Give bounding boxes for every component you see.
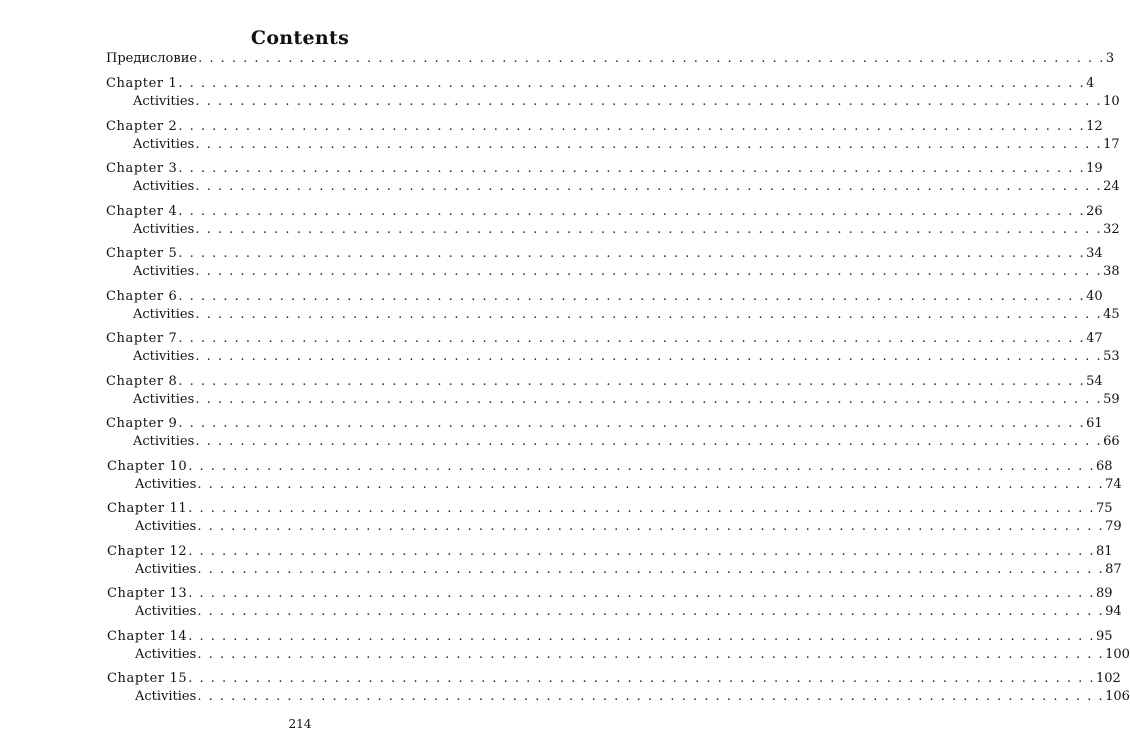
- dot-leader: . . . . . . . . . . . . . . . . . . . . . . . . . . . . . . . . . . . . . . . . . . . . . . . . . . . . . . . . . . . . . . . . . . . . . . . . . . . . . . . . .: [188, 586, 1096, 601]
- toc-entry-page: 74: [1105, 476, 1122, 492]
- toc-entry-activities-6[interactable]: [133, 306, 1120, 323]
- toc-entry-label: Activities: [133, 179, 195, 194]
- toc-entry-activities-7[interactable]: [133, 349, 1120, 365]
- toc-entry-page: 54: [1086, 373, 1103, 389]
- toc-entry-label: Chapter 12: [107, 543, 188, 559]
- toc-entry-page: 3: [1105, 51, 1115, 66]
- toc-entry-page: 100: [1105, 646, 1130, 662]
- toc-entry-page: 61: [1086, 416, 1103, 431]
- dot-leader: . . . . . . . . . . . . . . . . . . . . . . . . . . . . . . . . . . . . . . . . . . . . . . . . . . . . . . . . . . . . . . . . . . . . . . . . . . . . . . . . .: [195, 306, 1103, 322]
- toc-entry-label: Activities: [135, 476, 197, 492]
- dot-leader: . . . . . . . . . . . . . . . . . . . . . . . . . . . . . . . . . . . . . . . . . . . . . . . . . . . . . . . . . . . . . . . . . . . . . . . . . . . . . . . . .: [178, 331, 1086, 346]
- toc-entry-page: 79: [1105, 519, 1122, 534]
- toc-entry-chapter-5[interactable]: [106, 246, 1103, 262]
- toc-entry-label: Activities: [135, 604, 197, 619]
- dot-leader: . . . . . . . . . . . . . . . . . . . . . . . . . . . . . . . . . . . . . . . . . . . . . . . . . . . . . . . . . . . . . . . . . . . . . . . . . . . . . . . . .: [198, 51, 1105, 66]
- toc-entry-label: Chapter 9: [106, 416, 178, 431]
- toc-entry-page: 106: [1105, 689, 1130, 704]
- toc-entry-activities-8[interactable]: [133, 391, 1120, 408]
- toc-entry-activities-2[interactable]: [133, 136, 1120, 153]
- toc-entry-label: Activities: [133, 306, 195, 322]
- dot-leader: . . . . . . . . . . . . . . . . . . . . . . . . . . . . . . . . . . . . . . . . . . . . . . . . . . . . . . . . . . . . . . . . . . . . . . . . . . . . . . . . .: [178, 203, 1086, 219]
- dot-leader: . . . . . . . . . . . . . . . . . . . . . . . . . . . . . . . . . . . . . . . . . . . . . . . . . . . . . . . . . . . . . . . . . . . . . . . . . . . . . . . . .: [178, 288, 1086, 304]
- toc-entry-page: 81: [1096, 543, 1113, 559]
- dot-leader: . . . . . . . . . . . . . . . . . . . . . . . . . . . . . . . . . . . . . . . . . . . . . . . . . . . . . . . . . . . . . . . . . . . . . . . . . . . . . . . . .: [195, 391, 1103, 407]
- dot-leader: . . . . . . . . . . . . . . . . . . . . . . . . . . . . . . . . . . . . . . . . . . . . . . . . . . . . . . . . . . . . . . . . . . . . . . . . . . . . . . . . .: [178, 118, 1086, 134]
- toc-entry-activities-12[interactable]: [135, 561, 1122, 578]
- dot-leader: . . . . . . . . . . . . . . . . . . . . . . . . . . . . . . . . . . . . . . . . . . . . . . . . . . . . . . . . . . . . . . . . . . . . . . . . . . . . . . . . .: [197, 561, 1105, 577]
- toc-entry-activities-11[interactable]: [135, 519, 1122, 535]
- toc-entry-page: 87: [1105, 561, 1122, 577]
- toc-entry-chapter-10[interactable]: [107, 458, 1113, 475]
- dot-leader: . . . . . . . . . . . . . . . . . . . . . . . . . . . . . . . . . . . . . . . . . . . . . . . . . . . . . . . . . . . . . . . . . . . . . . . . . . . . . . . . .: [195, 136, 1103, 152]
- dot-leader: . . . . . . . . . . . . . . . . . . . . . . . . . . . . . . . . . . . . . . . . . . . . . . . . . . . . . . . . . . . . . . . . . . . . . . . . . . . . . . . . .: [178, 76, 1086, 91]
- toc-entry-page: 95: [1096, 628, 1113, 644]
- toc-entry-label: Activities: [135, 689, 197, 704]
- dot-leader: . . . . . . . . . . . . . . . . . . . . . . . . . . . . . . . . . . . . . . . . . . . . . . . . . . . . . . . . . . . . . . . . . . . . . . . . . . . . . . . . .: [197, 604, 1105, 619]
- toc-entry-chapter-6[interactable]: [106, 288, 1103, 305]
- toc-entry-chapter-3[interactable]: [106, 161, 1103, 177]
- toc-entry-label: Activities: [133, 136, 195, 152]
- toc-entry-chapter-13[interactable]: [107, 586, 1113, 602]
- toc-entry-label: Chapter 10: [107, 458, 188, 474]
- toc-entry-page: 53: [1103, 349, 1120, 364]
- toc-entry-label: Activities: [133, 94, 195, 109]
- toc-entry-page: 17: [1103, 136, 1120, 152]
- toc-entry-label: Activities: [135, 561, 197, 577]
- toc-entry-label: Activities: [135, 519, 197, 534]
- dot-leader: . . . . . . . . . . . . . . . . . . . . . . . . . . . . . . . . . . . . . . . . . . . . . . . . . . . . . . . . . . . . . . . . . . . . . . . . . . . . . . . . .: [178, 161, 1086, 176]
- toc-entry-page: 45: [1103, 306, 1120, 322]
- toc-entry-label: Chapter 11: [107, 501, 188, 516]
- toc-entry-label: Chapter 13: [107, 586, 188, 601]
- toc-entry-page: 66: [1103, 434, 1120, 449]
- toc-entry-label: Chapter 8: [106, 373, 178, 389]
- toc-entry-label: Chapter 14: [107, 628, 188, 644]
- toc-entry-activities-10[interactable]: [135, 476, 1122, 493]
- dot-leader: . . . . . . . . . . . . . . . . . . . . . . . . . . . . . . . . . . . . . . . . . . . . . . . . . . . . . . . . . . . . . . . . . . . . . . . . . . . . . . . . .: [188, 543, 1096, 559]
- dot-leader: . . . . . . . . . . . . . . . . . . . . . . . . . . . . . . . . . . . . . . . . . . . . . . . . . . . . . . . . . . . . . . . . . . . . . . . . . . . . . . . . .: [195, 349, 1103, 364]
- page-title: Contents: [250, 27, 350, 49]
- toc-entry-page: 59: [1103, 391, 1120, 407]
- dot-leader: . . . . . . . . . . . . . . . . . . . . . . . . . . . . . . . . . . . . . . . . . . . . . . . . . . . . . . . . . . . . . . . . . . . . . . . . . . . . . . . . .: [178, 373, 1086, 389]
- toc-entry-activities-15[interactable]: [135, 689, 1130, 705]
- toc-entry-activities-14[interactable]: [135, 646, 1130, 663]
- toc-entry-page: 38: [1103, 264, 1120, 279]
- toc-entry-page: 68: [1096, 458, 1113, 474]
- dot-leader: . . . . . . . . . . . . . . . . . . . . . . . . . . . . . . . . . . . . . . . . . . . . . . . . . . . . . . . . . . . . . . . . . . . . . . . . . . . . . . . . .: [197, 476, 1105, 492]
- toc-entry-chapter-11[interactable]: [107, 501, 1113, 517]
- toc-entry-page: 10: [1103, 94, 1120, 109]
- toc-entry-label: Chapter 7: [106, 331, 178, 346]
- toc-entry-label: Chapter 3: [106, 161, 178, 176]
- dot-leader: . . . . . . . . . . . . . . . . . . . . . . . . . . . . . . . . . . . . . . . . . . . . . . . . . . . . . . . . . . . . . . . . . . . . . . . . . . . . . . . . .: [188, 628, 1096, 644]
- toc-entry-chapter-2[interactable]: [106, 118, 1103, 135]
- toc-entry-page: 4: [1086, 76, 1095, 91]
- toc-entry-label: Chapter 4: [106, 203, 178, 219]
- page-number: 214: [288, 717, 312, 731]
- toc-entry-activities-3[interactable]: [133, 179, 1120, 195]
- toc-entry-page: 32: [1103, 221, 1120, 237]
- toc-entry-chapter-7[interactable]: [106, 331, 1103, 347]
- dot-leader: . . . . . . . . . . . . . . . . . . . . . . . . . . . . . . . . . . . . . . . . . . . . . . . . . . . . . . . . . . . . . . . . . . . . . . . . . . . . . . . . .: [197, 519, 1105, 534]
- dot-leader: . . . . . . . . . . . . . . . . . . . . . . . . . . . . . . . . . . . . . . . . . . . . . . . . . . . . . . . . . . . . . . . . . . . . . . . . . . . . . . . . .: [188, 501, 1096, 516]
- dot-leader: . . . . . . . . . . . . . . . . . . . . . . . . . . . . . . . . . . . . . . . . . . . . . . . . . . . . . . . . . . . . . . . . . . . . . . . . . . . . . . . . .: [178, 416, 1086, 431]
- toc-entry-chapter-4[interactable]: [106, 203, 1103, 220]
- dot-leader: . . . . . . . . . . . . . . . . . . . . . . . . . . . . . . . . . . . . . . . . . . . . . . . . . . . . . . . . . . . . . . . . . . . . . . . . . . . . . . . . .: [195, 179, 1103, 194]
- toc-entry-activities-1[interactable]: [133, 94, 1120, 110]
- toc-entry-label: Chapter 6: [106, 288, 178, 304]
- toc-entry-chapter-8[interactable]: [106, 373, 1103, 390]
- toc-entry-label: Activities: [133, 264, 195, 279]
- dot-leader: . . . . . . . . . . . . . . . . . . . . . . . . . . . . . . . . . . . . . . . . . . . . . . . . . . . . . . . . . . . . . . . . . . . . . . . . . . . . . . . . .: [195, 221, 1103, 237]
- toc-entry-label: Предисловие: [106, 51, 198, 66]
- dot-leader: . . . . . . . . . . . . . . . . . . . . . . . . . . . . . . . . . . . . . . . . . . . . . . . . . . . . . . . . . . . . . . . . . . . . . . . . . . . . . . . . .: [188, 458, 1096, 474]
- dot-leader: . . . . . . . . . . . . . . . . . . . . . . . . . . . . . . . . . . . . . . . . . . . . . . . . . . . . . . . . . . . . . . . . . . . . . . . . . . . . . . . . .: [195, 264, 1103, 279]
- dot-leader: . . . . . . . . . . . . . . . . . . . . . . . . . . . . . . . . . . . . . . . . . . . . . . . . . . . . . . . . . . . . . . . . . . . . . . . . . . . . . . . . .: [197, 689, 1105, 704]
- toc-entry-page: 40: [1086, 288, 1103, 304]
- toc-entry-chapter-15[interactable]: [107, 671, 1121, 687]
- toc-entry-page: 34: [1086, 246, 1103, 261]
- toc-entry-preface[interactable]: [106, 51, 1115, 67]
- toc-entry-page: 12: [1086, 118, 1103, 134]
- dot-leader: . . . . . . . . . . . . . . . . . . . . . . . . . . . . . . . . . . . . . . . . . . . . . . . . . . . . . . . . . . . . . . . . . . . . . . . . . . . . . . . . .: [188, 671, 1096, 686]
- toc-entry-chapter-14[interactable]: [107, 628, 1113, 645]
- dot-leader: . . . . . . . . . . . . . . . . . . . . . . . . . . . . . . . . . . . . . . . . . . . . . . . . . . . . . . . . . . . . . . . . . . . . . . . . . . . . . . . . .: [195, 94, 1103, 109]
- toc-entry-chapter-9[interactable]: [106, 416, 1103, 432]
- toc-entry-page: 26: [1086, 203, 1103, 219]
- toc-entry-label: Activities: [133, 434, 195, 449]
- toc-entry-chapter-1[interactable]: [106, 76, 1095, 92]
- toc-entry-chapter-12[interactable]: [107, 543, 1113, 560]
- toc-entry-label: Chapter 2: [106, 118, 178, 134]
- toc-entry-label: Chapter 1: [106, 76, 178, 91]
- toc-entry-label: Activities: [133, 391, 195, 407]
- toc-entry-page: 94: [1105, 604, 1122, 619]
- toc-entry-page: 19: [1086, 161, 1103, 176]
- toc-entry-page: 47: [1086, 331, 1103, 346]
- toc-entry-activities-4[interactable]: [133, 221, 1120, 238]
- dot-leader: . . . . . . . . . . . . . . . . . . . . . . . . . . . . . . . . . . . . . . . . . . . . . . . . . . . . . . . . . . . . . . . . . . . . . . . . . . . . . . . . .: [195, 434, 1103, 449]
- toc-entry-label: Chapter 5: [106, 246, 178, 261]
- toc-entry-activities-5[interactable]: [133, 264, 1120, 280]
- dot-leader: . . . . . . . . . . . . . . . . . . . . . . . . . . . . . . . . . . . . . . . . . . . . . . . . . . . . . . . . . . . . . . . . . . . . . . . . . . . . . . . . .: [197, 646, 1105, 662]
- toc-entry-activities-9[interactable]: [133, 434, 1120, 450]
- toc-entry-page: 24: [1103, 179, 1120, 194]
- toc-entry-label: Activities: [133, 349, 195, 364]
- toc-entry-label: Chapter 15: [107, 671, 188, 686]
- toc-entry-page: 89: [1096, 586, 1113, 601]
- toc-entry-page: 102: [1096, 671, 1121, 686]
- toc-entry-page: 75: [1096, 501, 1113, 516]
- dot-leader: . . . . . . . . . . . . . . . . . . . . . . . . . . . . . . . . . . . . . . . . . . . . . . . . . . . . . . . . . . . . . . . . . . . . . . . . . . . . . . . . .: [178, 246, 1086, 261]
- toc-entry-activities-13[interactable]: [135, 604, 1122, 620]
- toc-entry-label: Activities: [133, 221, 195, 237]
- toc-entry-label: Activities: [135, 646, 197, 662]
